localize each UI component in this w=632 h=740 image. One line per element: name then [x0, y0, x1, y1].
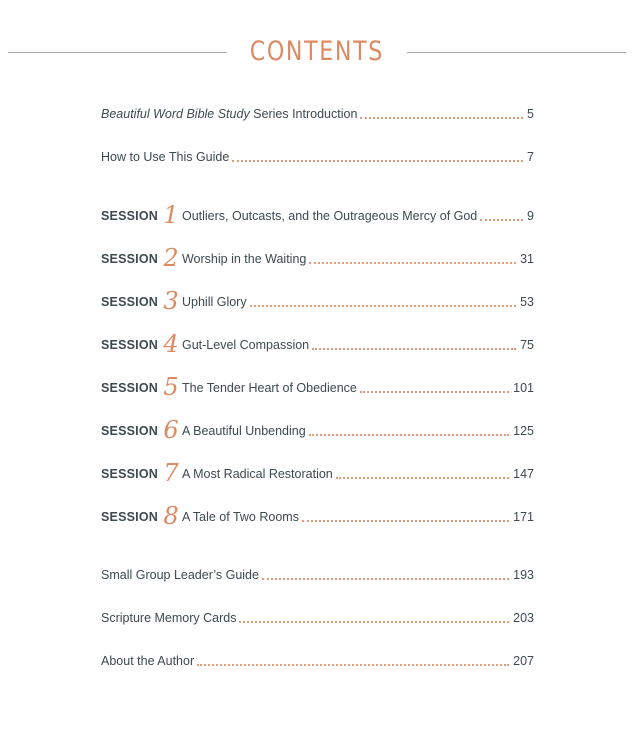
session-number: 8 [163, 502, 179, 530]
session-word: SESSION [101, 338, 158, 352]
session-title: A Tale of Two Rooms [181, 510, 299, 524]
session-word: SESSION [101, 381, 158, 395]
session-title: A Most Radical Restoration [181, 467, 333, 481]
toc-entry-label: Scripture Memory Cards [101, 611, 237, 625]
page-number: 9 [527, 209, 534, 223]
session-word: SESSION [101, 510, 158, 524]
series-title: Beautiful Word Bible Study [101, 107, 250, 121]
toc-entry-memory-cards[interactable] [101, 604, 534, 626]
toc-entry-session-7[interactable] [101, 459, 534, 487]
toc-entry-session-8[interactable] [101, 502, 534, 530]
session-number: 6 [163, 416, 179, 444]
dot-leader [239, 621, 509, 623]
session-title: The Tender Heart of Obedience [181, 381, 357, 395]
toc-entry-about-author[interactable] [101, 647, 534, 669]
series-title-rest: Series Introduction [249, 107, 358, 121]
session-word: SESSION [101, 424, 158, 438]
session-number: 4 [163, 330, 179, 358]
dot-leader [360, 117, 523, 119]
toc-entry-leaders-guide[interactable] [101, 561, 534, 583]
dot-leader [336, 477, 509, 479]
dot-leader [250, 305, 517, 307]
dot-leader [480, 219, 523, 221]
toc-entry-session-1[interactable] [101, 201, 534, 229]
toc-entry-how-to-use[interactable] [101, 143, 534, 165]
session-word: SESSION [101, 209, 158, 223]
page-number: 75 [520, 338, 534, 352]
toc-entry-session-5[interactable] [101, 373, 534, 401]
toc-entry-session-4[interactable] [101, 330, 534, 358]
session-number: 2 [163, 244, 179, 272]
page-number: 7 [527, 150, 534, 164]
session-word: SESSION [101, 252, 158, 266]
page-number: 53 [520, 295, 534, 309]
toc-entry-label [101, 106, 357, 122]
session-word: SESSION [101, 295, 158, 309]
session-title: A Beautiful Unbending [181, 424, 306, 438]
header-rule-left [8, 52, 227, 53]
session-number: 3 [163, 287, 179, 315]
toc-entry-session-2[interactable] [101, 244, 534, 272]
dot-leader [312, 348, 516, 350]
toc-entry-series-introduction[interactable] [101, 100, 534, 122]
dot-leader [309, 434, 509, 436]
page-title: CONTENTS [249, 36, 385, 67]
session-title: Worship in the Waiting [181, 252, 307, 266]
page-number: 5 [527, 107, 534, 121]
session-title: Uphill Glory [181, 295, 247, 309]
page-number: 101 [513, 381, 534, 395]
dot-leader [309, 262, 516, 264]
page-number: 31 [520, 252, 534, 266]
toc-entry-session-6[interactable] [101, 416, 534, 444]
page-number: 147 [513, 467, 534, 481]
dot-leader [262, 578, 509, 580]
toc-entry-label: How to Use This Guide [101, 150, 230, 164]
dot-leader [197, 664, 509, 666]
toc-entry-label: About the Author [101, 654, 195, 668]
page-number: 207 [513, 654, 534, 668]
dot-leader [360, 391, 509, 393]
page-number: 193 [513, 568, 534, 582]
toc-entry-session-3[interactable] [101, 287, 534, 315]
header-rule-right [407, 52, 626, 53]
page-number: 125 [513, 424, 534, 438]
page-number: 171 [513, 510, 534, 524]
session-word: SESSION [101, 467, 158, 481]
dot-leader [232, 160, 523, 162]
page-number: 203 [513, 611, 534, 625]
session-title: Outliers, Outcasts, and the Outrageous Mercy of God [181, 209, 478, 223]
contents-header [8, 30, 626, 74]
session-number: 7 [163, 459, 179, 487]
session-number: 5 [163, 373, 179, 401]
toc-entry-label: Small Group Leader’s Guide [101, 568, 259, 582]
dot-leader [302, 520, 509, 522]
session-title: Gut-Level Compassion [181, 338, 310, 352]
session-number: 1 [163, 201, 179, 229]
